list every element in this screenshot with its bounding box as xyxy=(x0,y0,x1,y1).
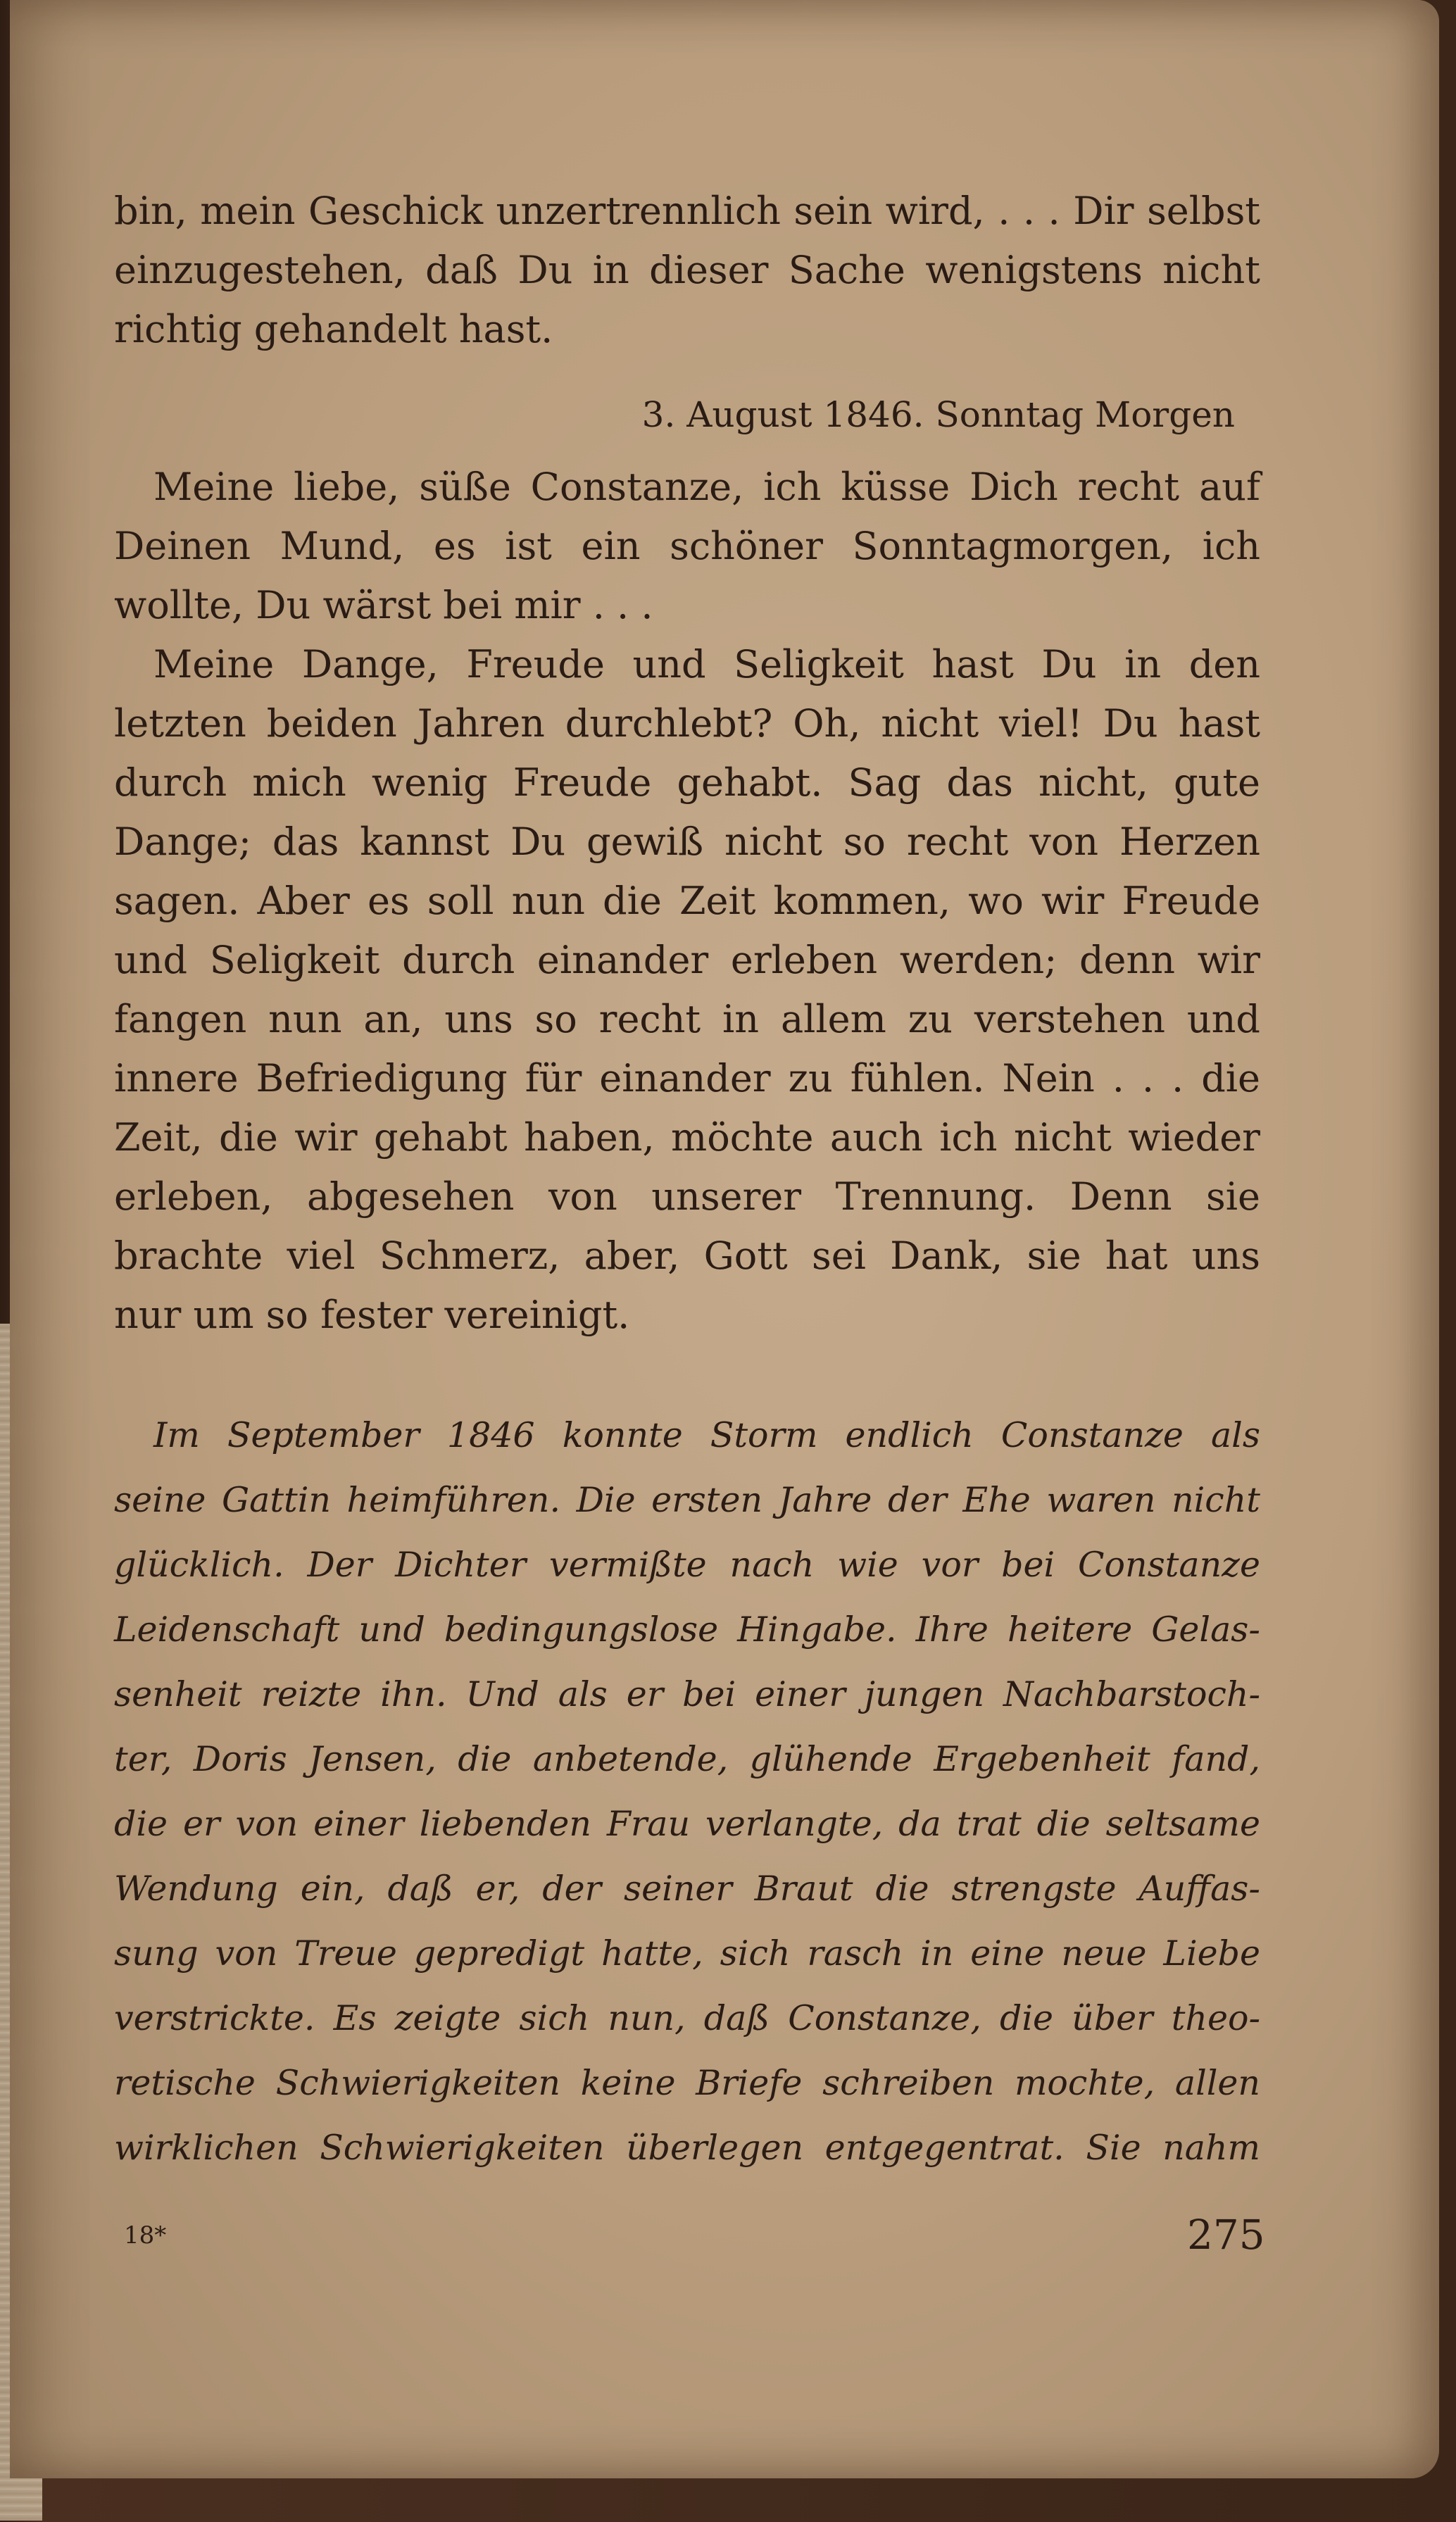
text-line: Meine liebe, süße Constanze, ich küsse Dich recht auf xyxy=(153,465,1260,509)
opening-paragraph xyxy=(114,182,1260,359)
text-line: richtig gehandelt hast. xyxy=(114,307,553,351)
page-number: 275 xyxy=(1187,2211,1265,2259)
text-line: Meine Dange, Freude und Seligkeit hast Du in den xyxy=(153,642,1260,686)
text-line: sagen. Aber es soll nun die Zeit kommen, wo wir Freude xyxy=(114,879,1260,923)
text-line: fangen nun an, uns so recht in allem zu verstehen und xyxy=(114,997,1260,1041)
text-line: glücklich. Der Dichter vermißte nach wie vor bei Constanze xyxy=(114,1545,1260,1585)
text-line: Leidenschaft und bedingungslose Hingabe. Ihre heitere Gelas- xyxy=(114,1610,1260,1650)
text-line: retische Schwierigkeiten keine Briefe schreiben mochte, allen xyxy=(114,2063,1260,2103)
letter-body xyxy=(114,458,1260,1345)
text-line: verstrickte. Es zeigte sich nun, daß Constanze, die über theo- xyxy=(114,1998,1260,2038)
text-line: durch mich wenig Freude gehabt. Sag das nicht, gute xyxy=(114,760,1260,805)
text-line: und Seligkeit durch einander erleben werden; denn wir xyxy=(114,938,1260,982)
text-line: sung von Treue gepredigt hatte, sich rasch in eine neue Liebe xyxy=(114,1933,1260,1974)
text-line: erleben, abgesehen von unserer Trennung. Denn sie xyxy=(114,1174,1260,1219)
text-line: wirklichen Schwierigkeiten überlegen entgegentrat. Sie nahm xyxy=(114,2128,1260,2168)
signature-mark: 18* xyxy=(124,2221,167,2250)
text-line: letzten beiden Jahren durchlebt? Oh, nicht viel! Du hast xyxy=(114,701,1260,746)
text-line: Dange; das kannst Du gewiß nicht so recht von Herzen xyxy=(114,820,1260,864)
text-line: ter, Doris Jensen, die anbetende, glühende Ergebenheit fand, xyxy=(114,1739,1260,1779)
text-line: die er von einer liebenden Frau verlangte, da trat die seltsame xyxy=(114,1804,1260,1844)
editorial-commentary xyxy=(114,1403,1260,2181)
book-page xyxy=(10,0,1439,2478)
text-line: Deinen Mund, es ist ein schöner Sonntagmorgen, ich xyxy=(114,524,1260,568)
text-line: Zeit, die wir gehabt haben, möchte auch ich nicht wieder xyxy=(114,1115,1260,1160)
text-line: einzugestehen, daß Du in dieser Sache wenigstens nicht xyxy=(114,248,1260,292)
text-line: innere Befriedigung für einander zu fühlen. Nein . . . die xyxy=(114,1056,1260,1100)
text-line: seine Gattin heimführen. Die ersten Jahre der Ehe waren nicht xyxy=(114,1480,1260,1520)
letter-dateline: 3. August 1846. Sonntag Morgen xyxy=(641,394,1235,435)
text-line: bin, mein Geschick unzertrennlich sein wird, . . . Dir selbst xyxy=(114,189,1260,233)
text-line: Im September 1846 konnte Storm endlich Constanze als xyxy=(153,1415,1260,1455)
text-line: senheit reizte ihn. Und als er bei einer jungen Nachbarstoch- xyxy=(114,1674,1260,1714)
text-line: brachte viel Schmerz, aber, Gott sei Dank, sie hat uns xyxy=(114,1234,1260,1278)
text-line: wollte, Du wärst bei mir . . . xyxy=(114,583,653,627)
text-line: Wendung ein, daß er, der seiner Braut die strengste Auffas- xyxy=(114,1869,1260,1909)
text-line: nur um so fester vereinigt. xyxy=(114,1293,630,1337)
